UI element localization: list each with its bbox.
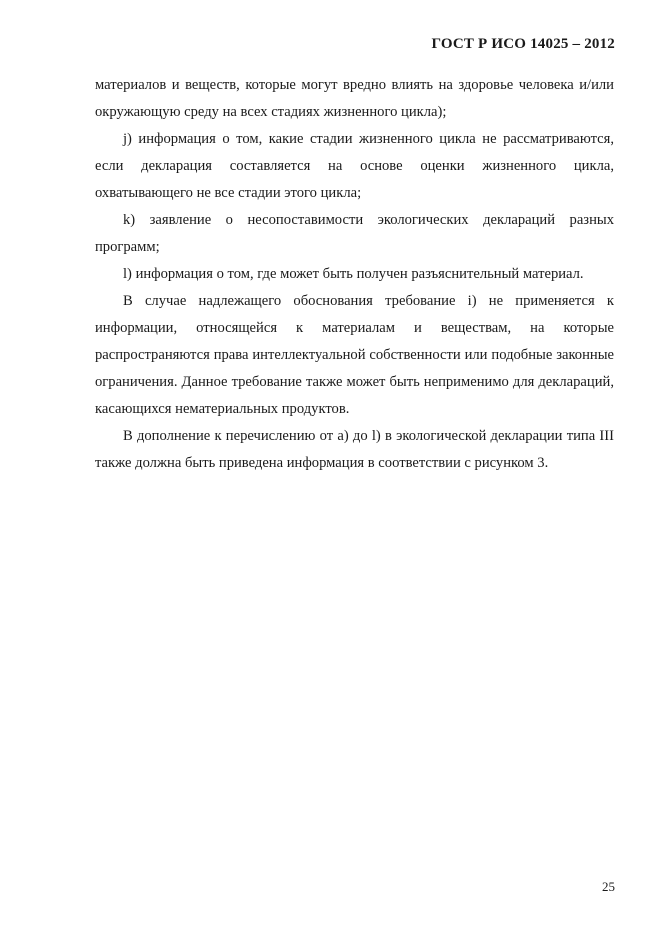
list-item-j: j) информация о том, какие стадии жизненного цикла не рассматриваются, если декларация составляется на основе оценки жизненного цикла, охватывающего не все стадии этого цикла;	[95, 131, 614, 201]
document-header: ГОСТ Р ИСО 14025 – 2012	[431, 36, 615, 52]
list-item-l: l) информация о том, где может быть получен разъяснительный материал.	[123, 266, 584, 282]
page-number: 25	[602, 879, 615, 894]
paragraph-type-iii: В дополнение к перечислению от a) до l) в экологической декларации типа III также должна быть приведена информация в соответствии с рисунком 3.	[95, 428, 614, 471]
list-item-k: k) заявление о несопоставимости экологических деклараций разных программ;	[95, 212, 614, 255]
document-body	[95, 72, 614, 477]
paragraph-justification: В случае надлежащего обоснования требование i) не применяется к информации, относящейся к материалам и веществам, на которые распространяются права интеллектуальной собственности или подобные законные ограничения. Данное требование также может быть неприменимо для деклараций, касающихся нематериальных продуктов.	[95, 293, 614, 417]
paragraph-continuation: материалов и веществ, которые могут вредно влиять на здоровье человека и/или окружающую среду на всех стадиях жизненного цикла);	[95, 77, 614, 120]
